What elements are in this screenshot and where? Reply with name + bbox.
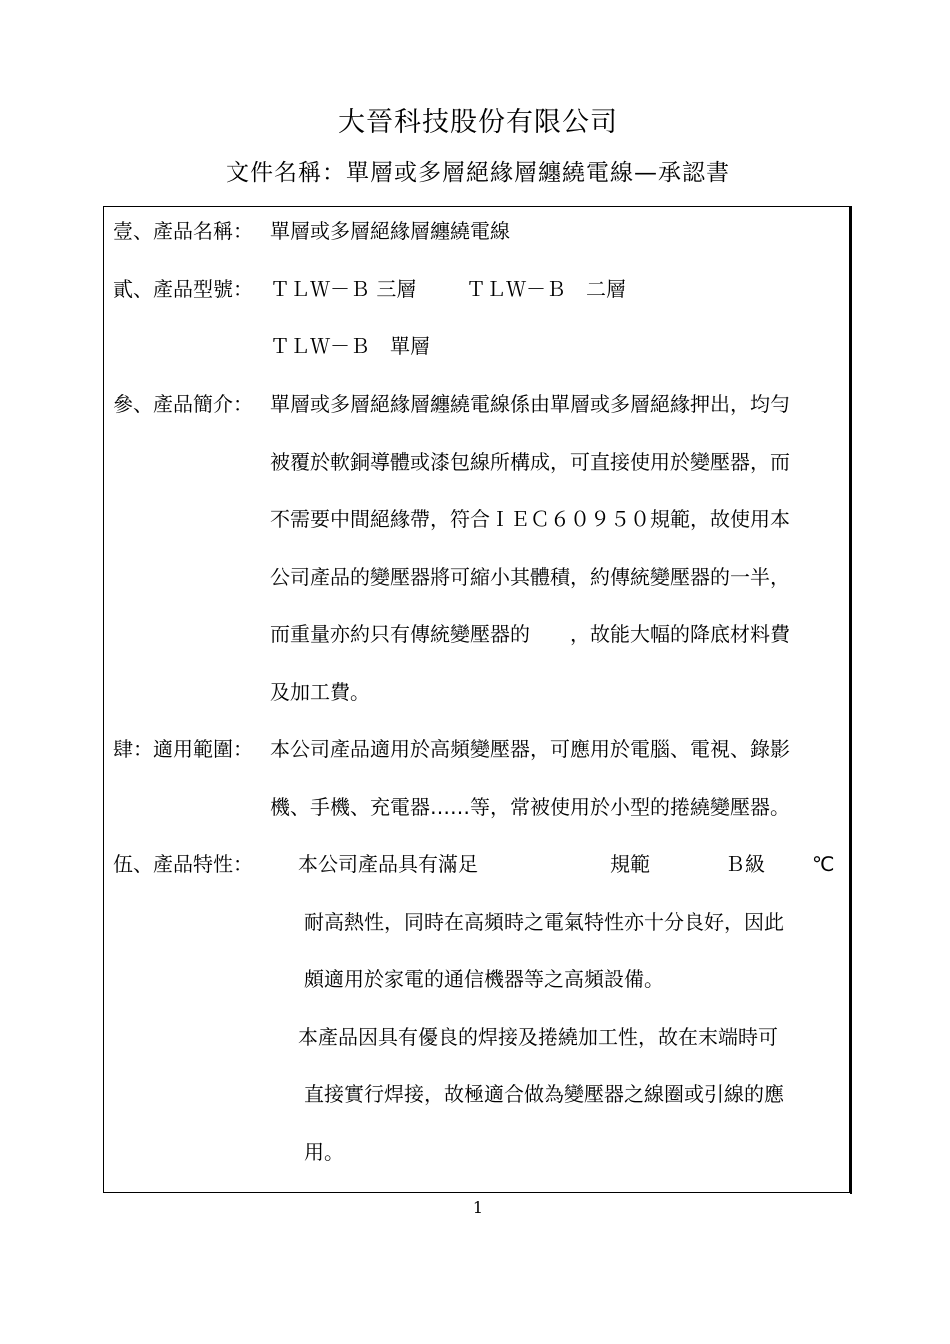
company-name: 大晉科技股份有限公司: [338, 107, 618, 138]
section-3-label: 參、產品簡介：: [113, 392, 253, 416]
section-3-line: 而重量亦約只有傳統變壓器的 ，故能大幅的降底材料費: [270, 622, 790, 646]
section-1-label: 壹、產品名稱：: [113, 219, 253, 243]
section-5-line-1d: ℃: [812, 852, 835, 876]
section-5-line: 頗適用於家電的通信機器等之高頻設備。: [304, 967, 664, 991]
section-5-line-1a: 本公司產品具有滿足: [298, 852, 478, 876]
section-5-line: 耐高熱性，同時在高頻時之電氣特性亦十分良好，因此: [304, 910, 784, 934]
section-3-line: 公司產品的變壓器將可縮小其體積，約傳統變壓器的一半，: [270, 565, 790, 589]
model-tlwb-two: ＴＬＷ－Ｂ 二層: [466, 277, 626, 301]
section-5-label: 伍、產品特性：: [113, 852, 253, 876]
frame-right-border: [850, 206, 852, 1194]
section-2-label: 貳、產品型號：: [113, 277, 253, 301]
model-tlwb-single: ＴＬＷ－Ｂ 單層: [270, 334, 430, 358]
model-tlwb-three: ＴＬＷ－Ｂ 三層: [270, 277, 417, 301]
section-4-line: 本公司產品適用於高頻變壓器，可應用於電腦、電視、錄影: [270, 737, 790, 761]
section-5-line-1b: 規範: [610, 852, 650, 876]
section-3-line: 及加工費。: [270, 680, 370, 704]
section-3-line: 單層或多層絕緣層纏繞電線係由單層或多層絕緣押出，均勻: [270, 392, 790, 416]
section-4-label: 肆：適用範圍：: [113, 737, 253, 761]
section-5-para2-line: 用。: [304, 1140, 344, 1164]
section-4-line: 機、手機、充電器……等，常被使用於小型的捲繞變壓器。: [270, 795, 790, 819]
section-5-para2-line: 本產品因具有優良的焊接及捲繞加工性，故在末端時可: [298, 1025, 778, 1049]
section-5-line-1c: Ｂ級: [725, 852, 765, 876]
section-5-para2-line: 直接實行焊接，故極適合做為變壓器之線圈或引線的應: [304, 1082, 784, 1106]
section-1-text: 單層或多層絕緣層纏繞電線: [270, 219, 510, 243]
section-3-line: 不需要中間絕緣帶，符合ＩＥＣ６０９５０規範，故使用本: [270, 507, 790, 531]
section-3-line: 被覆於軟銅導體或漆包線所構成，可直接使用於變壓器，而: [270, 450, 790, 474]
document-title: 文件名稱：單層或多層絕緣層纏繞電線—承認書: [226, 160, 730, 186]
page-number: 1: [472, 1198, 484, 1217]
